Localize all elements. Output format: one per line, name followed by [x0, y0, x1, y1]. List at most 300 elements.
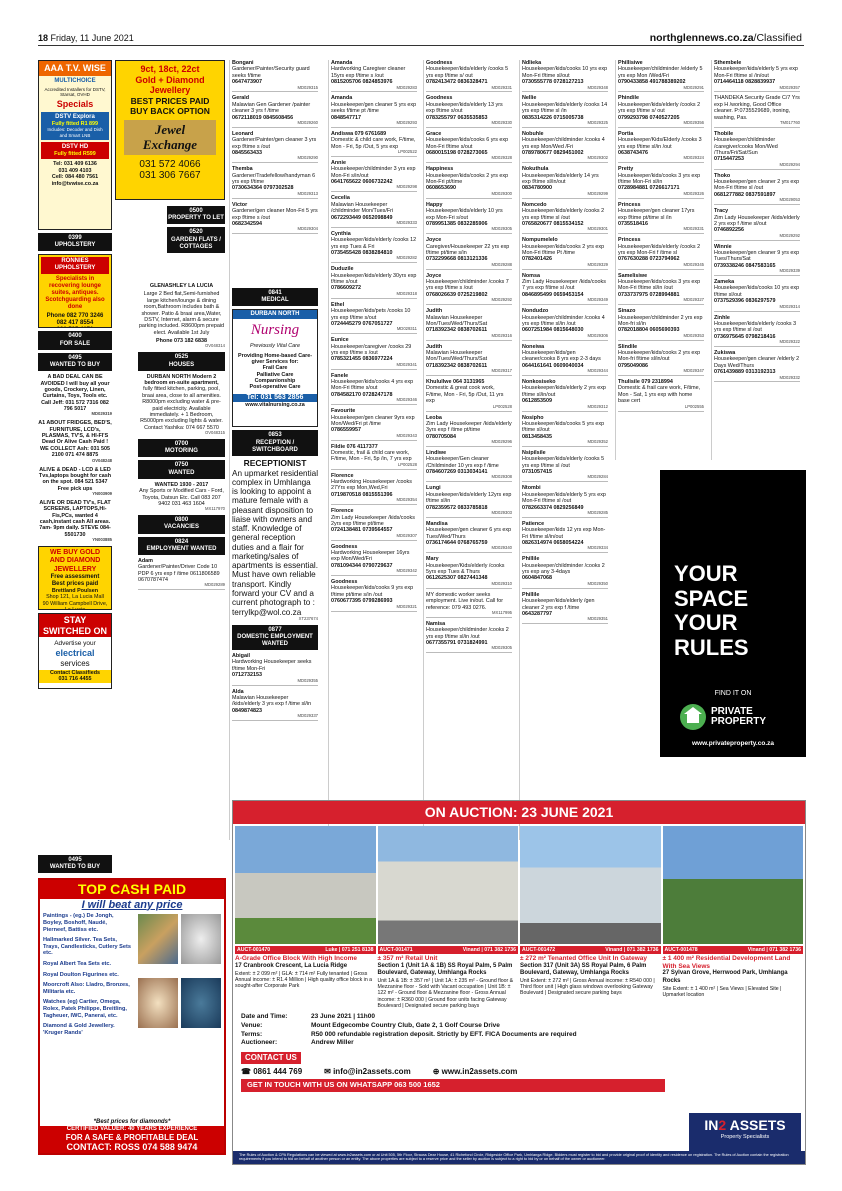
listing-name: Victor	[232, 201, 248, 208]
cash-item: Hallmarked Silver. Tea Sets, Trays, Candlesticks, Cutlery Sets etc.	[43, 937, 131, 957]
listing-name: Nsipilsile	[522, 449, 546, 456]
section-upholstery: 0399 UPHOLSTERY	[38, 233, 112, 251]
listing-text: Caregiver/Housekeeper 22 yrs exp f/time pt/time s/in	[426, 243, 510, 257]
listing-name: Goodness	[426, 95, 453, 102]
classified-listing	[232, 202, 318, 234]
lot-headline: A-Grade Office Block With High Income	[235, 954, 358, 962]
classified-listing	[331, 408, 417, 440]
listing-phone: 0672118019 0845608456	[232, 114, 294, 121]
listing-text: Housekeeper/kids/elderly 5 yrs exp Mon-Fri f/time sl /out	[522, 491, 606, 505]
classified-listing	[618, 273, 704, 305]
classified-listing	[232, 131, 318, 163]
listing-text: Hardworking Housekeeper seeks f/time Mon-Fri	[232, 659, 312, 672]
email-link[interactable]: ✉ info@in2assets.com	[324, 1066, 411, 1076]
listing-text: Gardener/Painter/Security guard seeks f/time	[232, 66, 310, 79]
classified-listing	[714, 173, 800, 205]
listing-phone: 0739338246 0847583165	[714, 262, 776, 269]
listing-phone: 0761439889 0313192313	[714, 369, 776, 376]
listing-name: Samelisiwe	[618, 272, 648, 279]
listing-name: Nonkosiseko	[522, 379, 556, 386]
listing-ref: MD029347	[683, 368, 704, 374]
listing-phone: 0728984881 0726617171	[618, 185, 680, 192]
ad-email: info@tvwise.co.za	[51, 180, 99, 187]
listing-text: Housekeeper/gen cleaner 9 yrs exp Tues/Thurs/Sat	[714, 250, 800, 263]
section-motoring: 0700 MOTORING	[138, 439, 225, 457]
wanted-to-buy-listings	[38, 374, 112, 543]
listing-text: Housekeeper/kids/cooks 10 yrs exp f/time sl/out	[714, 285, 800, 298]
listing-phone: 0813458435	[522, 433, 552, 440]
listing-name: Leoba	[426, 414, 442, 421]
listing-name: Mary	[426, 556, 439, 563]
garden-flat-listing: GLENASHLEY LA LUCIA Large 2 Bed flat,Semi-furnished large kitchen/lounge & dining room,Bathroom includes bath & shower. Patio & braai area,Water, DSTV, Internet, alarm & secure parking included. R8600pm prepaid elect. Available 1st July Phone 073 182 6838 OV048314	[138, 283, 225, 349]
listing-phone: 0785321455 0836977224	[331, 356, 393, 363]
lot-address: 27 Sylvan Grove, Herrwood Park, Umhlanga Rocks	[662, 970, 788, 984]
classified-listing	[522, 592, 608, 624]
listing-ref: MD029331	[491, 84, 512, 90]
listing-phone: 0782018804 0605690393	[618, 327, 680, 334]
listing-name: Joyce	[426, 237, 442, 244]
classified-listing	[232, 689, 318, 721]
listing-name: Thobile	[714, 130, 734, 137]
lot-details: Unit 1A & 1B: ± 357 m² | Unit 1A: ± 235 m² - Ground floor & Mezzanine floor - Sold with Vacant occupation | Unit 1B: ± 122 m² - Ground floor & Mezzanine floor - Gross Annual income: ± R360 000 | Ground floor units facing Gateway Boulevard | Designated secure parking bays	[377, 977, 514, 1009]
listing-text: Housekeeper/childminder /cooks 2 yrs exp any 3-4days	[522, 562, 605, 576]
column-rule	[711, 60, 712, 460]
jewel-exchange-logo: Jewel Exchange	[124, 120, 216, 155]
listing-text: Housekeeper/childminder /cooks 2 yrs exp f/time sl/in /out	[426, 627, 509, 640]
classified-listing	[618, 166, 704, 198]
classified-listing	[331, 579, 417, 611]
listing-phone: 0612853509	[522, 398, 552, 405]
listing-name: Portia	[618, 130, 634, 137]
globe-icon: ⊕	[432, 1066, 440, 1076]
listing-text: Housekeeper/kids/cooks 9 yrs exp f/time pt/time s/in /out	[331, 585, 414, 598]
listing-text: Zim Lady Housekeeper /kids/cooks 2yrs exp f/time pt/time	[331, 514, 415, 527]
listing-ref: MD029325	[587, 119, 608, 125]
column-1	[38, 60, 112, 850]
listing-name: Nellie	[522, 95, 537, 102]
listing-text: Housekeeper/gen cleaner 5 yrs exp seeks f/time pt /time	[331, 101, 417, 115]
classified-listing	[426, 202, 512, 234]
listing-text: Housekeeper/kids/elderly 5 yrs exp Mon-Fri f/time sl /in/out	[714, 66, 798, 79]
classified-listing	[714, 208, 800, 240]
listing-name: Leonard	[232, 130, 254, 137]
site-section: northglennews.co.za/Classified	[649, 32, 802, 44]
vase-photo	[181, 978, 221, 1028]
listing-phone: 0746892256	[714, 227, 744, 234]
listing-name: Zinhle	[714, 314, 730, 321]
listing-ref: LP002528	[492, 403, 512, 409]
column-a-ads	[232, 285, 318, 724]
house-icon	[680, 704, 706, 730]
listing-phone: 0846895499 0659453154	[522, 291, 584, 298]
cash-item: Diamond & Gold Jewellery. 'Kruger Rands'	[43, 1023, 115, 1036]
listing-ref: MD029300	[491, 190, 512, 196]
classified-listing	[522, 131, 608, 163]
listing-ref: MD029354	[396, 497, 417, 503]
lot-headline: ± 1 400 m² Residential Development Land With Sea Views	[662, 954, 791, 970]
listing-name: Mandisa	[426, 520, 448, 527]
listing-phone: 0607251984 0815648030	[522, 327, 584, 334]
listing-ref: MD029357	[779, 84, 800, 90]
classified-listing	[331, 195, 417, 227]
listing-name: Ntombi	[522, 485, 541, 492]
whatsapp-bar[interactable]: GET IN TOUCH WITH US ON WHATSAPP 063 500 1652	[241, 1079, 665, 1092]
cash-item: Royal Doulton Figurines etc.	[43, 971, 119, 978]
listing-phone: 0644161641 0609040034	[522, 362, 584, 369]
listing-text: Domestic & child care work, F/time, Mon - Fri, 5p /Out, 5 yrs exp	[331, 137, 416, 150]
listing-ref: MD029344	[587, 368, 608, 374]
dstv-offer-2: DSTV HD Fully fitted R599	[41, 142, 109, 159]
private-property-logo: PRIVATE PROPERTY	[680, 704, 766, 730]
auction-lot	[663, 946, 804, 1010]
section-wanted-to-buy: 0495 WANTED TO BUY	[38, 353, 112, 371]
listing-ref: MD029315	[297, 84, 318, 90]
listing-phone: 0826314974 0658054224	[522, 540, 584, 547]
classified-listing	[426, 621, 512, 653]
brand-logo: MULTICHOICE	[54, 77, 96, 84]
listing-text: Housekeeper/kids/cooks 5 yrs exp f/time sl/out	[522, 420, 605, 434]
listing-ref: MD029346	[396, 397, 417, 403]
receptionist-listing: RECEPTIONIST An upmarket residential complex in Umhlanga is looking to appoint a mature female with a pleasant disposition to liaise with owners and staff. Knowledge of general reception duties and a flair for marketing/sales of apartments is essential. Must have own reliable transport. Kindly forward your CV and a current photograph to : terrylkp@wol.co.za XT237674	[232, 457, 319, 621]
listing-phone: 0765820677 0815534152	[522, 220, 584, 227]
classified-listing	[618, 131, 704, 163]
classified-listing	[714, 131, 800, 170]
classified-listing	[331, 231, 417, 263]
listing-text: Housekeeper/childminder 3 yrs exp Mon-Fri s/in/out	[331, 166, 416, 179]
lot-id: AUCT-001471	[379, 946, 413, 953]
listing-text: Zim Lady Housekeeper /kids/cooks 7 yrs exp f/time sl /out	[522, 279, 606, 292]
section-domestic-employment: 0877 DOMESTIC EMPLOYMENT WANTED	[232, 625, 318, 651]
silver-photo	[181, 914, 221, 964]
listing-phone: 0784582170 0728247178	[331, 391, 393, 398]
listings-column-6	[714, 60, 800, 465]
classified-listing	[618, 202, 704, 234]
lot-details: Unit Extent: ± 272 m² | Gross Annual income: ± R540 000 | Third floor unit | High glass windows overlooking Gateway Boulevard | Designated secure parking bays	[520, 977, 655, 997]
listing-text: Housekeeper/kids/elderly /gen cleaner 2 yrs exp f /time	[522, 598, 595, 611]
listing-name: Pretty	[618, 166, 634, 173]
listing-name: Thulisile 079 2318994	[618, 379, 673, 386]
lot-details: Extent: ± 2 099 m² | GLA: ± 714 m² Fully tenanted | Gross Annual income: ± R1.4 Million | High quality office block in a sought-after Corporate Park	[235, 970, 373, 990]
listing-phone: 0731057415	[522, 469, 552, 476]
listing-ref: TM017760	[779, 119, 800, 125]
listing-text: Domestic, frail & child care work, F/time, Mon - Fri, 5p /in, 7 yrs exp	[331, 449, 412, 463]
classified-listing	[618, 95, 704, 127]
classified-listing	[714, 95, 800, 127]
listing-phone: 0730634364 0797302528	[232, 185, 294, 192]
listing-name: Nobuhle	[522, 130, 544, 137]
durban-north-nursing-ad: DURBAN NORTH Nursing Previously Vital Care Providing Home-based Care-giver Services for: Frail Care Palliative Care Companionship Post-operative Care Tel: 031 563 2856 www.vitalnursing.co.za	[232, 309, 318, 427]
classified-listing	[426, 95, 512, 127]
property-photo-4	[663, 826, 804, 944]
classified-listing	[331, 473, 417, 505]
listing: ALIVE & DEAD - LCD & LED Tvs,laptops bought for cash on the spot. 084 521 5347 Free pick ups YN003909	[38, 466, 112, 497]
mail-icon: ✉	[324, 1066, 331, 1076]
lot-header	[520, 946, 661, 954]
auction-details: Date and Time: 23 June 2021 | 11h00 Venue: Mount Edgecombe Country Club, Gate 2, 1 Golf Course Drive Terms: R50 000 refundable registration deposit. Strictly by EFT. FICA Documents are required Auctioneer: Andrew Miller	[241, 1013, 577, 1047]
listing-name: Goodness	[426, 60, 453, 66]
classified-listing	[714, 244, 800, 276]
classified-listing	[522, 202, 608, 234]
lot-header	[663, 946, 804, 954]
listing-name: Florence	[331, 472, 354, 479]
listing-name: Namisa	[426, 620, 446, 627]
auction-lots	[233, 946, 805, 1010]
listing-ref: LP002555	[684, 403, 704, 409]
listing-ref: MD029341	[396, 361, 417, 367]
listing-phone: 0643287797	[522, 610, 552, 617]
listing-text: Housekeeper/kids/elderly 14 yrs exp f/time sl/in/out	[522, 172, 599, 186]
classified-listing	[232, 60, 318, 92]
listing-ref: MD029317	[491, 368, 512, 374]
listings-column-4	[522, 60, 608, 800]
listing-ref: MD029306	[587, 332, 608, 338]
listing-ref: MD029284	[587, 474, 608, 480]
contact-block: CONTACT US ☎ 0861 444 769 ✉ info@in2assets.com ⊕ www.in2assets.com GET IN TOUCH WITH US ON WHATSAPP 063 500 1652	[233, 1052, 673, 1092]
lot-agent: Vinand | 071 382 1736	[747, 946, 801, 953]
auction-fine-print: The Rules of Auction & CPA Regulations can be viewed at www.in2assets.com or at Unit 505, 5th Floor, Strauss Dear House, 41 Richefond Circle, Ridgeside Office Park, Umhlanga Ridge. Bidders must register to bid and provide original proof of identity and residence on registration. The Rules of Auction contain the registration requirements if you intend to bid on behalf of another person or an entity. The above properties are subject to a reserve price and the seller by auction is subject to a right to bid by or on behalf of the owner or auctioneer.	[233, 1151, 805, 1164]
listing-name: Goodness	[331, 543, 358, 550]
classified-listing	[232, 95, 318, 127]
section-medical: 0841 MEDICAL	[232, 288, 318, 306]
listing-text: Housekeeper/kids 12 yrs exp Mon-Fri f/time sl/in/out	[522, 527, 606, 540]
classified-listing	[426, 273, 512, 305]
painting-photo	[138, 914, 178, 964]
listing-ref: MD029353	[683, 332, 704, 338]
listing-name: Nosipho	[522, 414, 544, 421]
listing-text: Domestic & frail care work, F/time, Mon - Sat, 1 yrs exp with home base cert	[618, 385, 701, 405]
classified-listing	[426, 556, 512, 588]
lot-header	[235, 946, 376, 954]
listing-text: Malawian Housekeeper /kids/elderly 3 yrs exp f /time sl/in	[232, 694, 312, 708]
listing-text: Housekeeper/Kids/Elderly /cooks 3 yrs exp f/time sl/in /out	[618, 137, 702, 150]
classified-listing	[522, 556, 608, 588]
listing-text: Housekeeper/gen cleaner 17yrs exp f/time pt/time sl /in	[618, 208, 695, 221]
listing-text: Housekeeper/kids/elderly 10 yrs exp Mon-Fri s/out	[426, 208, 503, 221]
page-header	[38, 32, 804, 46]
listing-phone: 0682342594	[232, 220, 262, 227]
phone-link[interactable]: ☎ 0861 444 769	[241, 1066, 303, 1076]
listing-ref: MD029305	[491, 226, 512, 232]
listing: A BAD DEAL CAN BE AVOIDED I will buy all your goods, Crockery, Linen, Curtains, Toys, Tools etc. Call Jeff: 031 572 7316 082 796 5017 MD029319	[40, 374, 112, 417]
listing-ref: MD029348	[587, 84, 608, 90]
listing-name: Florence	[331, 508, 354, 515]
listing-ref: MD029313	[297, 190, 318, 196]
listing-phone: 0715447253	[714, 156, 744, 163]
listing-ref: MD029351	[587, 616, 608, 622]
classified-listing	[426, 450, 512, 482]
listing-phone: 0760677395 0799286993	[331, 598, 393, 605]
listing-phone: 0782401426	[522, 256, 552, 263]
classified-listing	[426, 131, 512, 163]
classified-listing	[331, 508, 417, 540]
listing-phone: 0732299668 0813121336	[426, 256, 488, 263]
classified-listing	[522, 379, 608, 411]
listing-text: Housekeeper/kids/cooks 6 yrs exp Mon-Fri f/time s/out	[426, 137, 509, 150]
listing-text: Housekeeper/kids/cooks 3 yrs exp Mon-Fri f/time sl/in /out	[618, 279, 701, 292]
listing-text: Housekeeper/kids/elderly /cooks 3 yrs exp f/time sl /out	[714, 320, 797, 334]
listing-ref: MD029283	[396, 84, 417, 90]
listing-name: Themba	[232, 166, 253, 173]
listing-phone: 0638743476	[618, 150, 648, 157]
listing-ref: MD029312	[587, 403, 608, 409]
section-property-to-let: 0500 PROPERTY TO LET	[167, 206, 225, 224]
private-property-ad: YOUR SPACE YOUR RULES FIND IT ON PRIVATE PROPERTY www.privateproperty.co.za	[660, 470, 806, 757]
listing-name: Patience	[522, 520, 545, 527]
listing-phone: 0790433858 491788389202	[618, 79, 686, 86]
lot-headline: ± 272 m² Tenanted Office Unit In Gateway	[520, 954, 647, 962]
listing-phone: 0783255797 0635535853	[426, 114, 488, 121]
listing-text: Housekeeper/childminder 2 yrs exp Mon-fri sl/in	[618, 314, 703, 327]
website-link[interactable]: ⊕ www.in2assets.com	[432, 1066, 518, 1076]
listing-ref: MD029288	[491, 261, 512, 267]
listing-text: Zim Lady Housekeeper /kids/elderly 2 yrs exp f /time sl/out	[714, 214, 800, 227]
listing-name: Winnie	[714, 243, 732, 250]
lot-address: 17 Cranbrook Crescent, La Lucia Ridge	[235, 962, 348, 969]
listing-name: Amanda	[331, 60, 353, 66]
listing-name: Nokuthula	[522, 166, 549, 173]
listing-text: Housekeeper/childminder /cooks 4 yrs exp f/time sl/in /out	[522, 314, 605, 327]
listing-ref: MD029307	[396, 532, 417, 538]
listing-phone: 0736975645 0798218416	[714, 333, 776, 340]
listing-phone: 0677355791 0731824991	[426, 640, 488, 646]
listing-text: Housekeeper/caregiver /cooks 29 yrs exp f/time s /out	[331, 343, 412, 356]
listing-ref: MD029350	[587, 580, 608, 586]
cash-item: Paintings - (eg.) De Jongh, Boyley, Boshoff, Naudé, Pierneef, Battiss etc.	[43, 913, 114, 933]
classified-listing	[232, 166, 318, 198]
listing-text: Housekeeper/gen cleaner 9yrs exp Mon/Wed/Fri pt /time	[331, 414, 415, 427]
listing-phone: 0799293798 0740527205	[618, 114, 680, 121]
listing-phone: 0681277882 0837591897	[714, 191, 776, 198]
listing-name: Phillisiwe	[618, 60, 643, 66]
classified-listing	[522, 60, 608, 92]
listing-phone: 0608653690	[426, 185, 456, 192]
lot-agent: Vinand | 071 382 1736	[605, 946, 659, 953]
listing-text: Housekeeper/kids/elderly /cooks 12 yrs exp Tues & Fri	[331, 237, 417, 250]
listing-name: Happy	[426, 201, 443, 208]
listing-text: Housekeeper/kids/elderly 12yrs exp f/time sl/in	[426, 491, 512, 505]
listing-name: Fildie 076 4117377	[331, 443, 378, 450]
listing-text: Housekeeper/kids/elderly 13 yrs exp f/time s/out	[426, 101, 503, 115]
listing-phone: 0848547717	[331, 114, 361, 121]
listing-ref: MD029298	[396, 184, 417, 190]
listing-name: Amanda	[331, 95, 353, 102]
listing-phone: 0782359572 0833785818	[426, 504, 488, 511]
listing-name: Fanele	[331, 372, 349, 379]
lot-header	[378, 946, 519, 954]
listing-name: Zameka	[714, 279, 735, 286]
lot-id: AUCT-001470	[237, 946, 271, 953]
listing-phone: 0795049086	[618, 362, 648, 369]
top-cash-paid-ad: TOP CASH PAID I will beat any price Paintings - (eg.) De Jongh, Boyley, Boshoff, Naudé, Pierneef, Battiss etc. Hallmarked Silver. Tea Sets, Trays, Candlesticks, Cutlery Sets etc. Royal Albert Tea Sets etc. Royal Doulton Figurines etc. Moorcroft Also: Lladro, Bronzes, Militaria etc. Watches (eg) Cartier, Omega, Rolex, Patek Philippe, Breitling, Tagheuer, IWC, Panerai, etc. Diamond & Gold Jewellery. 'Kruger Rands' *Best prices for diamonds* CERTIFIED VALUER: 40 YEARS EXPERIENCE FOR A SAFE & PROFITABLE DEAL CONTACT: ROSS 074 588 9474	[38, 878, 226, 1155]
listing-ref: MD029290	[297, 155, 318, 161]
listing-name: Zukiswa	[714, 350, 736, 356]
listing-ref: MD029326	[683, 190, 704, 196]
listing-phone: 0735518416	[618, 220, 648, 227]
listing-ref: MD029355	[297, 677, 318, 683]
listing-phone: 0680015198 0728273065	[426, 150, 488, 157]
classified-listing	[331, 266, 417, 298]
listing-name: Cynthia	[331, 230, 351, 237]
listing-ref: MD029321	[396, 603, 417, 609]
cash-items	[40, 911, 135, 1042]
classified-listing	[426, 521, 512, 553]
listing-text: Housekeeper/kids/elderly /cooks 14 yrs exp f/time sl /in	[522, 101, 608, 115]
ad-phone: Tel: 031 409 6136	[53, 161, 97, 168]
listing-phone: 0735455428 0838284810	[331, 250, 393, 257]
ad-title: AAA T.V. WISE	[39, 61, 111, 76]
listing-ref: MD029332	[779, 374, 800, 380]
listing-phone: 0789780677 0829451002	[522, 150, 584, 157]
column-rule	[328, 60, 329, 840]
classified-listing	[522, 344, 608, 376]
classified-listing	[331, 337, 417, 369]
dstv-offer-1: DSTV Explora Fully fitted R1 899 Includes: Decoder and Dish and Smart LNB	[41, 112, 109, 140]
cash-item: Moorcroft Also: Lladro, Bronzes, Militaria etc.	[43, 982, 130, 995]
listing-phone: 0845563433	[232, 150, 262, 157]
listing-name: Andiswa 079 6761689	[331, 130, 387, 137]
listing-text: Housekeeper/Gen cleaner /Childminder 10 yrs exp f /time	[426, 456, 499, 469]
listing-ref: MD029310	[491, 580, 512, 586]
classified-listing	[618, 60, 704, 92]
property-photo-1	[235, 826, 376, 944]
listing-phone: 0834780900	[522, 185, 552, 192]
property-photo-3	[520, 826, 661, 944]
listing-text: Housekeeper/childminder /cooks 4 yrs exp Mon/Wed /Fri	[522, 137, 605, 150]
auction-title: ON AUCTION: 23 JUNE 2021	[233, 801, 805, 824]
classified-listing	[426, 308, 512, 340]
classified-listing	[331, 373, 417, 405]
listing-ref: MD029342	[396, 568, 417, 574]
listing-name: Goodness	[331, 579, 358, 586]
listing-name: Nompumelelo	[522, 237, 558, 244]
in2assets-logo: IN2 ASSETS Property Specialists	[689, 1113, 801, 1151]
listing-name: Phillile	[522, 591, 540, 598]
column-rule	[615, 60, 616, 460]
listing-name: Nomsa	[522, 272, 540, 279]
section-houses: 0525 HOUSES	[138, 352, 225, 370]
listing-name: Annie	[331, 159, 346, 166]
listing-phone: 0647473907	[232, 79, 262, 86]
listing-name: Gerald	[232, 95, 250, 102]
classified-listing	[522, 450, 608, 482]
classified-listing	[522, 308, 608, 340]
section-employment-wanted: 0824 EMPLOYMENT WANTED	[138, 537, 225, 555]
listing-text: MY domestic worker seeks employment. Live in/out. Call for reference: 079 493 0276.	[426, 591, 504, 611]
listing-ref: MD029329	[587, 261, 608, 267]
listing-name: Cecelia	[331, 195, 350, 202]
listing-name: Princess	[618, 237, 641, 244]
listing-phone: 0849874823	[232, 707, 262, 714]
listing-ref: MD029305	[491, 645, 512, 651]
listing-text: Housekeeper/kids/gen cleaner/cooks 8 yrs exp 2-3 days	[522, 350, 601, 363]
listing-text: Malawian Housekeeper Mon/Tues/Wed/Thurs/Sat	[426, 314, 488, 327]
classified-listing	[331, 95, 417, 127]
listing-name: Favourite	[331, 408, 356, 415]
gold-jewellery-ad: 9ct, 18ct, 22ct Gold + Diamond Jewellery BEST PRICES PAID BUY BACK OPTION Jewel Exchange 031 572 4066 031 306 7667	[115, 60, 225, 200]
classified-listing	[522, 95, 608, 127]
listing-ref: MX117995	[492, 609, 512, 615]
listing-ref: MD029339	[779, 268, 800, 274]
wanted-listing: WANTED 1930 - 2017 Any Sports or Modified Cars - Ford, Toyota, Datsun Etc. Call 083 207 9402 031 463 1604 MX117970	[139, 481, 225, 512]
aaa-tv-wise-ad	[38, 60, 112, 230]
auction-lot	[520, 946, 661, 1010]
listing-ref: MD029293	[396, 119, 417, 125]
listing-text: Housekeeper/gen cleaner 2 yrs exp Mon-Fri f/time sl /out	[714, 179, 800, 192]
listing-ref: MD029327	[683, 297, 704, 303]
listing-ref: MD029292	[779, 232, 800, 238]
lot-details: Site Extent: ± 1 400 m² | Sea Views | Elevated Site | Upmarket location	[662, 985, 782, 998]
listing: ALIVE OR DEAD TV's, FLAT SCREENS, LAPTOPS,Hi-Fis,PCs, wanted 4 cash,instant cash All areas. 7am- 9pm daily. STEVE 084-5501730 YN003885	[39, 499, 112, 543]
